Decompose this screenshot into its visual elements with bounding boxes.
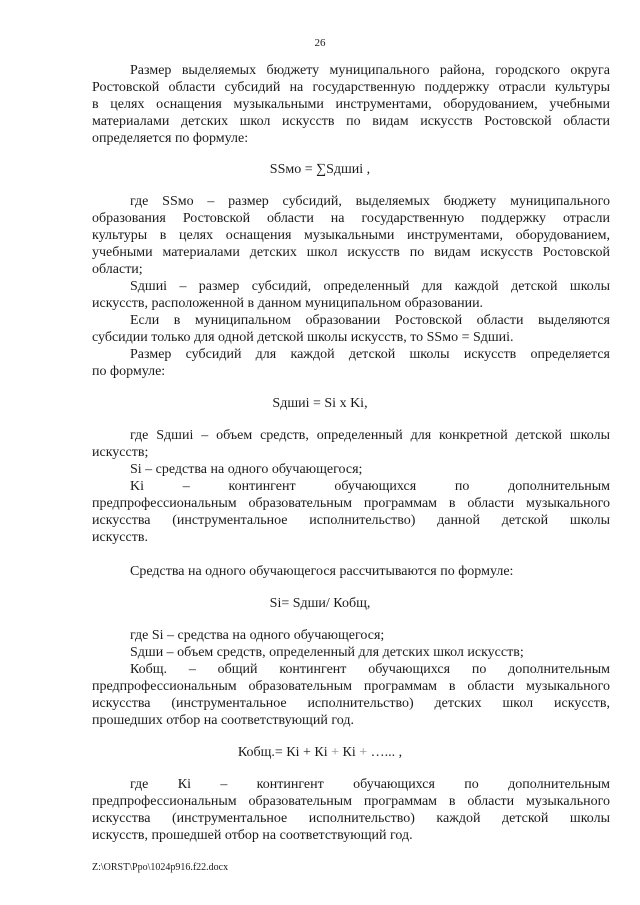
- paragraph-line: учебными материалами детских школ искусств по видам искусств Ростовской: [92, 245, 610, 260]
- paragraph-line: искусства (инструментальное исполнительство) детских школ искусств,: [92, 696, 610, 711]
- paragraph-line: субсидии только для одной детской школы искусств, то SSмо = Sдшиi.: [92, 330, 514, 345]
- paragraph-line: материалами детских школ искусств по видам искусств Ростовской области: [92, 114, 610, 129]
- paragraph-line: где Кi – контингент обучающихся по дополнительным: [130, 777, 610, 792]
- paragraph-line: Si – средства на одного обучающегося;: [130, 462, 363, 477]
- formula-part: Кi: [339, 745, 360, 760]
- paragraph-line: где Sдшиi – объем средств, определенный для конкретной детской школы: [130, 428, 610, 443]
- paragraph-line: образования Ростовской области на государственную поддержку отрасли: [92, 211, 610, 226]
- paragraph-line: Размер субсидий для каждой детской школы искусств определяется: [130, 347, 610, 362]
- paragraph-line: искусства (инструментальное исполнительство) данной детской школы: [92, 513, 610, 528]
- formula-part: …... ,: [367, 745, 403, 760]
- formula-si: Si= Sдши/ Кобщ,: [269, 596, 371, 611]
- plus-sign: +: [359, 745, 368, 760]
- paragraph-line: искусств, расположенной в данном муниципальном образовании.: [92, 296, 484, 311]
- paragraph-line: где Si – средства на одного обучающегося;: [130, 628, 385, 643]
- formula-k-total: [0, 744, 640, 761]
- paragraph-line: в целях оснащения музыкальными инструментами, оборудованием, учебными: [92, 97, 610, 112]
- paragraph-line: где SSмо – размер субсидий, выделяемых бюджету муниципального: [130, 194, 610, 209]
- paragraph-line: искусств.: [92, 530, 148, 545]
- paragraph-line: предпрофессиональным образовательным программам в области музыкального: [92, 679, 610, 694]
- paragraph-line: области;: [92, 262, 143, 277]
- paragraph-line: Ki – контингент обучающихся по дополнительным: [130, 479, 610, 494]
- paragraph-line: Кобщ. – общий контингент обучающихся по дополнительным: [130, 662, 610, 677]
- paragraph-line: определяется по формуле:: [92, 131, 249, 146]
- paragraph-line: культуры в целях оснащения музыкальными инструментами, оборудованием,: [92, 228, 610, 243]
- formula-part: Кобщ.= Кi + Кi: [237, 745, 332, 760]
- paragraph-line: предпрофессиональным образовательным программам в области музыкального: [92, 794, 610, 809]
- paragraph-line: Sдшиi – размер субсидий, определенный для каждой детской школы: [130, 279, 610, 294]
- paragraph-line: предпрофессиональным образовательным программам в области музыкального: [92, 496, 610, 511]
- formula-ss-mo: SSмо = ∑Sдшиi ,: [269, 162, 371, 177]
- paragraph-line: по формуле:: [92, 364, 166, 379]
- paragraph-line: Если в муниципальном образовании Ростовской области выделяются: [130, 313, 610, 328]
- paragraph-line: Размер выделяемых бюджету муниципального района, городского округа: [130, 63, 610, 78]
- paragraph-line: Ростовской области субсидий на государственную поддержку отрасли культуры: [92, 80, 610, 95]
- paragraph-line: искусства (инструментальное исполнительство) каждой детской школы: [92, 811, 610, 826]
- plus-sign: +: [331, 745, 340, 760]
- paragraph-line: прошедших отбор на соответствующий год.: [92, 713, 354, 728]
- paragraph-line: Средства на одного обучающегося рассчитываются по формуле:: [130, 564, 514, 579]
- paragraph-line: искусств, прошедшей отбор на соответствующий год.: [92, 828, 413, 843]
- formula-s-dshi: Sдшиi = Si x Ki,: [272, 396, 368, 411]
- page-number: 26: [314, 37, 326, 49]
- file-path-footer: Z:\ORST\Ppo\1024p916.f22.docx: [92, 862, 229, 873]
- paragraph-line: Sдши – объем средств, определенный для детских школ искусств;: [130, 645, 524, 660]
- paragraph-line: искусств;: [92, 445, 149, 460]
